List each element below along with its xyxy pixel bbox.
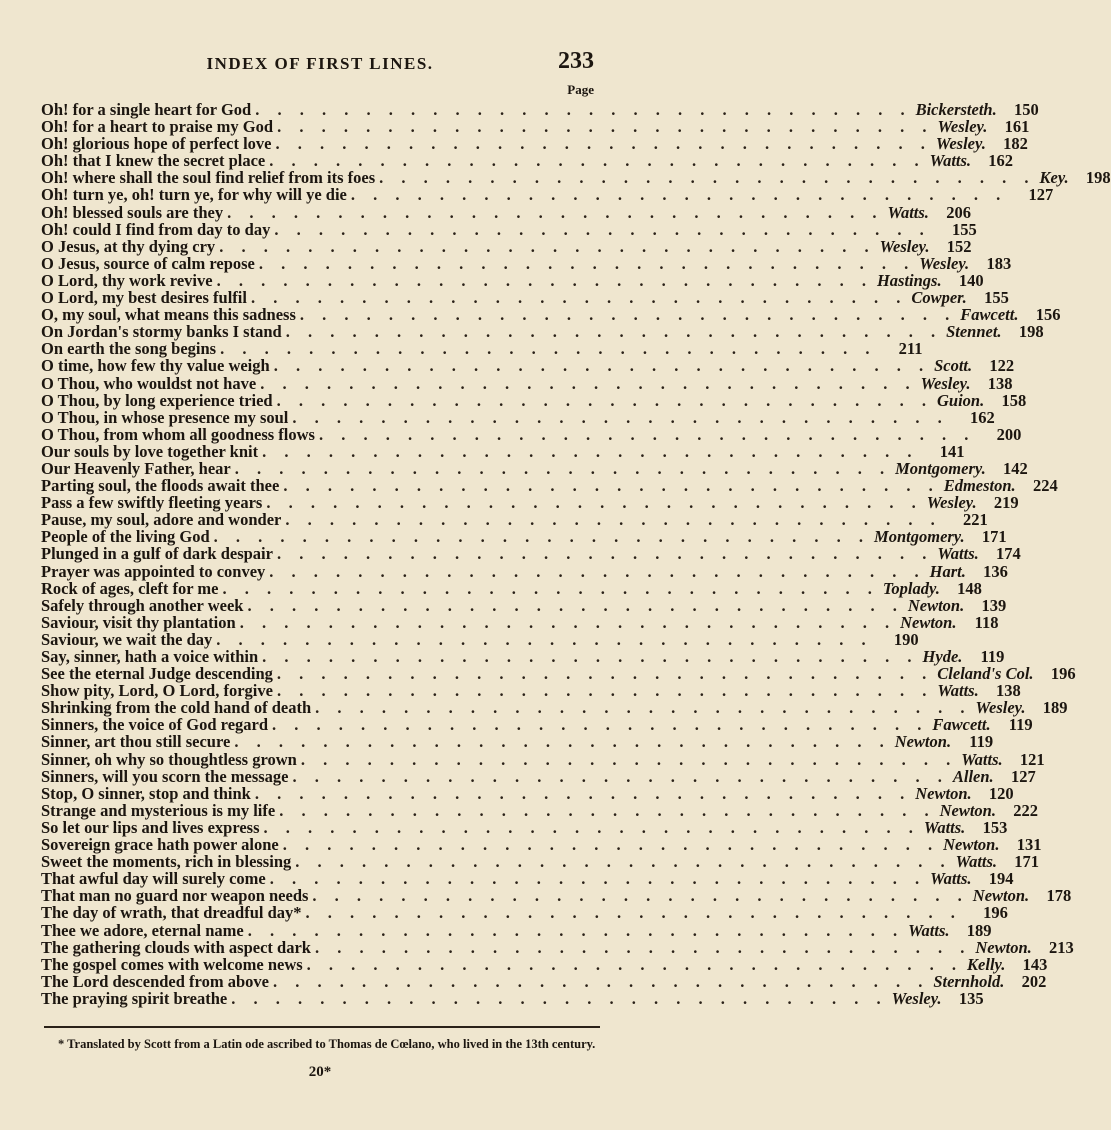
footnote-divider [44, 1026, 600, 1028]
index-entry [41, 493, 1019, 513]
signature-mark: 20* [308, 1064, 332, 1080]
page-ref: 148 [957, 578, 982, 598]
page-ref: 190 [893, 629, 919, 649]
page-ref: 153 [982, 817, 1008, 837]
author-name: Wesley. [935, 134, 986, 154]
dot-leader: . . . . . . . . . . . . . . . . . . . . . . . . . . . . . . [379, 168, 1036, 188]
page-ref: 162 [988, 151, 1014, 171]
index-entry [41, 852, 1040, 872]
page-ref: 158 [1001, 390, 1027, 410]
first-line-text: Thee we adore, eternal name [41, 920, 244, 940]
first-line-text: Oh! that I knew the secret place [41, 151, 266, 171]
author-name: Cowper. [911, 288, 967, 308]
author-name: Newton. [972, 886, 1030, 906]
author-name: Wesley. [926, 493, 977, 513]
first-line-text: The day of wrath, that dreadful day* [41, 903, 302, 923]
page-ref: 196 [1050, 664, 1076, 684]
page-ref: 171 [981, 527, 1007, 547]
page-ref: 119 [1008, 715, 1033, 735]
page-ref: 136 [983, 561, 1008, 581]
first-line-text: Sinners, the voice of God regard [41, 715, 269, 735]
index-entry [41, 236, 972, 256]
index-entry [41, 715, 1033, 735]
page-ref: 198 [1085, 168, 1111, 188]
page-ref: 206 [946, 202, 971, 222]
dot-leader: . . . . . . . . . . . . . . . . . . . . . . . . . . . . . . [306, 954, 964, 974]
first-line-text: O, my soul, what means this sadness [41, 305, 296, 325]
index-entry [41, 151, 1014, 171]
first-line-text: Oh! where shall the soul find relief from its foes [41, 168, 376, 188]
dot-leader: . . . . . . . . . . . . . . . . . . . . . . . . . . . . . . [272, 971, 930, 991]
first-line-text: Oh! could I find from day to day [41, 219, 271, 239]
first-line-text: Sweet the moments, rich in blessing [41, 852, 292, 872]
page-number: 233 [558, 48, 594, 74]
first-line-text: O Lord, thy work revive [41, 270, 213, 290]
index-entry [41, 510, 988, 530]
first-line-text: Sinner, oh why so thoughtless grown [41, 749, 297, 769]
page-ref: 122 [989, 356, 1015, 376]
index-entry [41, 253, 1012, 273]
first-line-text: Our souls by love together knit [41, 441, 259, 461]
author-name: Watts. [930, 869, 972, 889]
first-line-text: Saviour, visit thy plantation [41, 612, 236, 632]
page-ref: 162 [970, 407, 995, 427]
footnote: * Translated by Scott from a Latin ode ascribed to Thomas de Cœlano, who lived in the 13th century. [58, 1037, 596, 1051]
page-ref: 224 [1032, 476, 1058, 496]
dot-leader: . . . . . . . . . . . . . . . . . . . . . . . . . . . . . . [300, 749, 958, 769]
first-line-text: Shrinking from the cold hand of death [41, 698, 312, 718]
index-entry [41, 783, 1014, 803]
dot-leader: . . . . . . . . . . . . . . . . . . . . . . . . . . . . . . [247, 920, 905, 940]
author-name: Cleland's Col. [937, 664, 1034, 684]
first-line-text: The gospel comes with welcome news [41, 954, 303, 974]
author-name: Watts. [937, 681, 979, 701]
dot-leader: . . . . . . . . . . . . . . . . . . . . . . . . . . . . . . [219, 236, 876, 256]
index-entry [41, 886, 1072, 906]
index-entry [41, 903, 1008, 923]
first-line-text: So let our lips and lives express [41, 817, 260, 837]
first-line-text: O Thou, in whose presence my soul [41, 407, 289, 427]
page-ref: 139 [981, 595, 1007, 615]
author-name: Watts. [937, 544, 979, 564]
dot-leader: . . . . . . . . . . . . . . . . . . . . . . . . . . . . . . [279, 800, 936, 820]
dot-leader: . . . . . . . . . . . . . . . . . . . . . . . . . . . . . . [266, 493, 923, 513]
dot-leader: . . . . . . . . . . . . . . . . . . . . . . . . . . . . . . [216, 629, 873, 649]
author-name: Stennet. [946, 322, 1002, 342]
dot-leader: . . . . . . . . . . . . . . . . . . . . . . . . . . . . . . [312, 886, 969, 906]
dot-leader: . . . . . . . . . . . . . . . . . . . . . . . . . . . . . . [295, 852, 952, 872]
author-name: Watts. [908, 920, 950, 940]
author-name: Hart. [929, 561, 966, 581]
index-entry [41, 202, 971, 222]
dot-leader: . . . . . . . . . . . . . . . . . . . . . . . . . . . . . . [213, 527, 871, 547]
first-line-text: O Thou, from whom all goodness flows [41, 424, 315, 444]
first-line-text: Plunged in a gulf of dark despair [41, 544, 273, 564]
page-ref: 200 [996, 424, 1022, 444]
dot-leader: . . . . . . . . . . . . . . . . . . . . . . . . . . . . . . [274, 219, 931, 239]
index-entry [41, 920, 992, 940]
index-entry [41, 561, 1008, 581]
dot-leader: . . . . . . . . . . . . . . . . . . . . . . . . . . . . . . [272, 715, 929, 735]
index-entry [41, 458, 1028, 478]
index-entry [41, 595, 1007, 615]
dot-leader: . . . . . . . . . . . . . . . . . . . . . . . . . . . . . . [275, 134, 932, 154]
author-name: Newton. [915, 783, 972, 803]
dot-leader: . . . . . . . . . . . . . . . . . . . . . . . . . . . . . . [276, 390, 933, 410]
index-entry [41, 544, 1021, 564]
dot-leader: . . . . . . . . . . . . . . . . . . . . . . . . . . . . . . [247, 595, 904, 615]
dot-leader: . . . . . . . . . . . . . . . . . . . . . . . . . . . . . . [262, 647, 919, 666]
index-entry [41, 817, 1008, 837]
index-entry [41, 100, 1039, 119]
author-name: Hastings. [876, 270, 942, 290]
index-entry [41, 117, 1030, 137]
dot-leader: . . . . . . . . . . . . . . . . . . . . . . . . . . . . . . [234, 732, 891, 752]
page-ref: 211 [898, 339, 923, 359]
first-line-text: Sinner, art thou still secure [41, 732, 231, 752]
author-name: Newton. [900, 612, 957, 632]
page-ref: 118 [974, 612, 999, 632]
author-name: Watts. [929, 151, 972, 171]
author-name: Newton. [907, 595, 965, 615]
index-entry [41, 578, 982, 598]
index-entry [41, 219, 977, 239]
page-ref: 121 [1019, 749, 1045, 769]
first-line-text: On Jordan's stormy banks I stand [41, 322, 282, 342]
dot-leader: . . . . . . . . . . . . . . . . . . . . . . . . . . . . . . [276, 544, 934, 564]
page-ref: 161 [1004, 117, 1030, 137]
dot-leader: . . . . . . . . . . . . . . . . . . . . . . . . . . . . . . [255, 100, 912, 119]
author-name: Wesley. [920, 373, 971, 393]
page-column-label: Page [567, 82, 594, 97]
page-ref: 135 [958, 988, 984, 1008]
first-line-text: The gathering clouds with aspect dark [41, 937, 311, 957]
author-name: Wesley. [975, 698, 1026, 718]
dot-leader: . . . . . . . . . . . . . . . . . . . . . . . . . . . . . . [269, 561, 926, 581]
index-entry [41, 185, 1054, 205]
dot-leader: . . . . . . . . . . . . . . . . . . . . . . . . . . . . . . [231, 988, 888, 1008]
first-line-text: O Thou, by long experience tried [41, 390, 273, 410]
page-ref: 155 [951, 219, 977, 239]
author-name: Bickersteth. [915, 100, 997, 119]
page-ref: 155 [984, 288, 1009, 308]
dot-leader: . . . . . . . . . . . . . . . . . . . . . . . . . . . . . . [350, 185, 1008, 205]
header-title: INDEX OF FIRST LINES. [206, 54, 434, 73]
page-ref: 119 [980, 647, 1005, 666]
author-name: Watts. [887, 202, 929, 222]
index-entry [41, 168, 1111, 188]
page-ref: 138 [987, 373, 1013, 393]
index-entry [41, 270, 984, 290]
index-entry [41, 954, 1048, 974]
dot-leader: . . . . . . . . . . . . . . . . . . . . . . . . . . . . . . [239, 612, 897, 632]
first-line-text: O Jesus, source of calm repose [41, 253, 255, 273]
dot-leader: . . . . . . . . . . . . . . . . . . . . . . . . . . . . . . [305, 903, 962, 923]
dot-leader: . . . . . . . . . . . . . . . . . . . . . . . . . . . . . . [227, 202, 884, 222]
page-ref: 194 [988, 869, 1014, 889]
dot-leader: . . . . . . . . . . . . . . . . . . . . . . . . . . . . . . [276, 681, 934, 701]
dot-leader: . . . . . . . . . . . . . . . . . . . . . . . . . . . . . . [282, 835, 940, 855]
first-line-text: Strange and mysterious is my life [41, 800, 276, 820]
dot-leader: . . . . . . . . . . . . . . . . . . . . . . . . . . . . . . [277, 117, 934, 137]
index-entry [41, 390, 1027, 410]
dot-leader: . . . . . . . . . . . . . . . . . . . . . . . . . . . . . . [220, 339, 877, 359]
index-entry [41, 869, 1014, 889]
index-entry [41, 937, 1074, 957]
author-name: Sternhold. [933, 971, 1005, 991]
dot-leader: . . . . . . . . . . . . . . . . . . . . . . . . . . . . . . [262, 441, 919, 461]
dot-leader: . . . . . . . . . . . . . . . . . . . . . . . . . . . . . . [314, 937, 972, 957]
index-entry [41, 322, 1044, 342]
first-line-text: Our Heavenly Father, hear [41, 458, 231, 478]
dot-leader: . . . . . . . . . . . . . . . . . . . . . . . . . . . . . . [269, 151, 926, 171]
dot-leader: . . . . . . . . . . . . . . . . . . . . . . . . . . . . . . [258, 253, 916, 273]
first-line-text: Oh! glorious hope of perfect love [41, 134, 272, 154]
page-ref: 138 [995, 681, 1021, 701]
index-entry [41, 476, 1058, 496]
index-entry [41, 698, 1068, 718]
index-entry [41, 835, 1042, 855]
dot-leader: . . . . . . . . . . . . . . . . . . . . . . . . . . . . . . [250, 288, 908, 308]
author-name: Allen. [952, 766, 994, 786]
index-entry [41, 749, 1045, 769]
index-list [41, 100, 1111, 1008]
author-name: Wesley. [937, 117, 988, 137]
page-ref: 127 [1010, 766, 1036, 786]
first-line-text: O time, how few thy value weigh [41, 356, 270, 376]
page-ref: 119 [969, 732, 994, 752]
index-entry [41, 339, 923, 359]
dot-leader: . . . . . . . . . . . . . . . . . . . . . . . . . . . . . . [216, 270, 873, 290]
author-name: Toplady. [882, 578, 940, 598]
page-ref: 202 [1021, 971, 1047, 991]
author-name: Watts. [955, 852, 998, 872]
first-line-text: On earth the song begins [41, 339, 217, 359]
page-ref: 141 [939, 441, 965, 461]
dot-leader: . . . . . . . . . . . . . . . . . . . . . . . . . . . . . . [283, 476, 940, 496]
first-line-text: The praying spirit breathe [41, 988, 228, 1008]
index-entry [41, 527, 1007, 547]
first-line-text: Sinners, will you scorn the message [41, 766, 289, 786]
author-name: Newton. [894, 732, 952, 752]
first-line-text: O Jesus, at thy dying cry [41, 236, 216, 256]
page-ref: 198 [1018, 322, 1044, 342]
dot-leader: . . . . . . . . . . . . . . . . . . . . . . . . . . . . . . [234, 458, 892, 478]
index-entry [41, 134, 1028, 154]
author-name: Edmeston. [943, 476, 1016, 496]
dot-leader: . . . . . . . . . . . . . . . . . . . . . . . . . . . . . . [292, 407, 949, 427]
author-name: Newton. [975, 937, 1032, 957]
first-line-text: Oh! for a single heart for God [41, 100, 252, 119]
dot-leader: . . . . . . . . . . . . . . . . . . . . . . . . . . . . . . [276, 664, 934, 684]
index-entry [41, 629, 919, 649]
page-ref: 222 [1013, 800, 1038, 820]
dot-leader: . . . . . . . . . . . . . . . . . . . . . . . . . . . . . . [292, 766, 949, 786]
first-line-text: Say, sinner, hath a voice within [41, 647, 259, 666]
page-ref: 182 [1003, 134, 1028, 154]
page-ref: 174 [996, 544, 1021, 564]
author-name: Fawcett. [960, 305, 1019, 325]
author-name: Guion. [937, 390, 985, 410]
author-name: Hyde. [922, 647, 963, 666]
page-ref: 183 [986, 253, 1012, 273]
index-entry [41, 373, 1013, 393]
page-ref: 171 [1014, 852, 1040, 872]
page-ref: 131 [1016, 835, 1042, 855]
index-entry [41, 647, 1005, 666]
page-ref: 189 [966, 920, 992, 940]
page-ref: 178 [1046, 886, 1072, 906]
first-line-text: People of the living God [41, 527, 210, 547]
first-line-text: Oh! for a heart to praise my God [41, 117, 274, 137]
dot-leader: . . . . . . . . . . . . . . . . . . . . . . . . . . . . . . [263, 817, 920, 837]
first-line-text: Safely through another week [41, 595, 244, 615]
page-ref: 219 [993, 493, 1019, 513]
index-entry [41, 732, 994, 752]
author-name: Fawcett. [932, 715, 991, 735]
first-line-text: Stop, O sinner, stop and think [41, 783, 251, 803]
first-line-text: Pause, my soul, adore and wonder [41, 510, 282, 530]
index-entry [41, 971, 1047, 991]
index-entry [41, 681, 1021, 701]
index-entry [41, 800, 1038, 820]
first-line-text: O Thou, who wouldst not have [41, 373, 257, 393]
page-ref: 120 [988, 783, 1014, 803]
page-ref: 150 [1013, 100, 1039, 119]
page-ref: 196 [983, 903, 1008, 923]
page-ref: 140 [958, 270, 984, 290]
page-ref: 142 [1002, 458, 1028, 478]
author-name: Wesley. [919, 253, 970, 273]
author-name: Watts. [961, 749, 1003, 769]
first-line-text: Show pity, Lord, O Lord, forgive [41, 681, 273, 701]
index-entry [41, 441, 965, 461]
index-entry [41, 288, 1009, 308]
index-entry [41, 356, 1015, 376]
first-line-text: Rock of ages, cleft for me [41, 578, 219, 598]
first-line-text: Prayer was appointed to convey [41, 561, 266, 581]
page-ref: 152 [946, 236, 972, 256]
index-entry [41, 988, 984, 1008]
first-line-text: Parting soul, the floods await thee [41, 476, 280, 496]
dot-leader: . . . . . . . . . . . . . . . . . . . . . . . . . . . . . . [260, 373, 917, 393]
author-name: Newton. [943, 835, 1000, 855]
author-name: Montgomery. [874, 527, 965, 547]
page-ref: 213 [1049, 937, 1074, 957]
dot-leader: . . . . . . . . . . . . . . . . . . . . . . . . . . . . . . [285, 322, 943, 342]
index-entry [41, 766, 1036, 786]
page-ref: 221 [962, 510, 988, 530]
dot-leader: . . . . . . . . . . . . . . . . . . . . . . . . . . . . . . [254, 783, 912, 803]
first-line-text: That man no guard nor weapon needs [41, 886, 309, 906]
author-name: Wesley. [879, 236, 930, 256]
first-line-text: See the eternal Judge descending [41, 664, 273, 684]
page-ref: 143 [1022, 954, 1048, 974]
author-name: Newton. [939, 800, 996, 820]
author-name: Scott. [934, 356, 973, 376]
dot-leader: . . . . . . . . . . . . . . . . . . . . . . . . . . . . . . [273, 356, 931, 376]
author-name: Kelly. [967, 954, 1006, 974]
dot-leader: . . . . . . . . . . . . . . . . . . . . . . . . . . . . . . [222, 578, 879, 598]
first-line-text: Pass a few swiftly fleeting years [41, 493, 263, 513]
index-entry [41, 612, 999, 632]
dot-leader: . . . . . . . . . . . . . . . . . . . . . . . . . . . . . . [299, 305, 957, 325]
dot-leader: . . . . . . . . . . . . . . . . . . . . . . . . . . . . . . [318, 424, 976, 444]
index-entry [41, 664, 1076, 684]
index-entry [41, 305, 1061, 325]
page-ref: 189 [1042, 698, 1068, 718]
first-line-text: Oh! turn ye, oh! turn ye, for why will ye die [41, 185, 347, 205]
index-entry [41, 424, 1022, 444]
first-line-text: Sovereign grace hath power alone [41, 835, 279, 855]
page-ref: 156 [1035, 305, 1061, 325]
page-ref: 127 [1028, 185, 1054, 205]
dot-leader: . . . . . . . . . . . . . . . . . . . . . . . . . . . . . . [315, 698, 972, 718]
author-name: Watts. [923, 817, 966, 837]
dot-leader: . . . . . . . . . . . . . . . . . . . . . . . . . . . . . . [269, 869, 927, 889]
index-entry [41, 407, 995, 427]
dot-leader: . . . . . . . . . . . . . . . . . . . . . . . . . . . . . . [285, 510, 942, 530]
first-line-text: The Lord descended from above [41, 971, 269, 991]
author-name: Montgomery. [895, 458, 986, 478]
author-name: Key. [1039, 168, 1069, 188]
first-line-text: O Lord, my best desires fulfil [41, 288, 247, 308]
first-line-text: Saviour, we wait the day [41, 629, 213, 649]
first-line-text: Oh! blessed souls are they [41, 202, 224, 222]
first-line-text: That awful day will surely come [41, 869, 266, 889]
author-name: Wesley. [891, 988, 942, 1008]
